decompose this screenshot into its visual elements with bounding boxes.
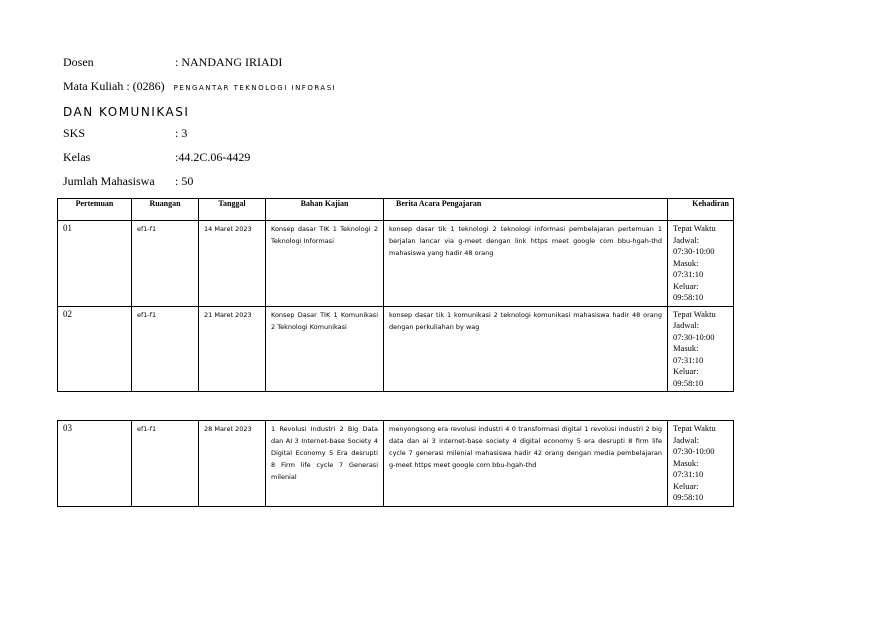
bahan-kajian-cell: Konsep dasar TIK 1 Teknologi 2 Teknologi Informasi [266, 221, 384, 307]
kehadiran-masuk-label: Masuk: [673, 257, 699, 268]
kehadiran-status: Tepat Waktu [673, 308, 716, 319]
mata-kuliah-row [63, 79, 336, 94]
kehadiran-jadwal-label: Jadwal: [673, 234, 699, 245]
kehadiran-jadwal-label: Jadwal: [673, 434, 699, 445]
bahan-kajian-cell: Konsep Dasar TIK 1 Komunikasi 2 Teknologi Komunikasi [266, 306, 384, 392]
ruangan-cell: ef1-f1 [132, 306, 199, 392]
sks-label: SKS [63, 126, 86, 140]
kehadiran-keluar-label: Keluar: [673, 366, 699, 376]
jumlah-mahasiswa-label: Jumlah Mahasiswa [63, 174, 155, 188]
kehadiran-keluar-value: 09:58:10 [673, 292, 704, 302]
bahan-kajian-cell: 1 Revolusi Industri 2 Big Data dan AI 3 Internet-base Society 4 Digital Economy 5 Era desrupti 8 Firm life cycle 7 Generasi milenial [266, 421, 384, 507]
kehadiran-masuk-value: 07:31:10 [673, 354, 704, 365]
pertemuan-cell: 03 [58, 421, 132, 507]
kehadiran-keluar-label: Keluar: [673, 480, 699, 491]
table-header-row [58, 199, 734, 221]
kehadiran-keluar-value: 09:58:10 [673, 377, 704, 388]
attendance-table-2 [57, 420, 734, 507]
kelas-value: :44.2C.06-4429 [175, 150, 251, 164]
kehadiran-status: Tepat Waktu [673, 223, 716, 233]
kehadiran-keluar-label: Keluar: [673, 280, 699, 291]
attendance-table-1 [57, 198, 734, 392]
dosen-value: : NANDANG IRIADI [175, 55, 283, 69]
kehadiran-keluar-value: 09:58:10 [673, 492, 704, 502]
ruangan-cell: ef1-f1 [132, 221, 199, 307]
tanggal-cell: 28 Maret 2023 [199, 421, 266, 507]
kehadiran-jadwal-value: 07:30-10:00 [673, 246, 715, 256]
pertemuan-cell: 01 [58, 221, 132, 307]
kehadiran-masuk-value: 07:31:10 [673, 269, 704, 279]
table-row [58, 306, 734, 392]
col-kehadiran: Kehadiran [668, 199, 734, 221]
col-bahan-kajian: Bahan Kajian [266, 199, 384, 221]
mata-kuliah-value-line2: DAN KOMUNIKASI [63, 105, 190, 119]
jumlah-mahasiswa-value: : 50 [175, 174, 194, 188]
table-row [58, 421, 734, 507]
kehadiran-status: Tepat Waktu [673, 423, 716, 433]
kehadiran-masuk-label: Masuk: [673, 457, 699, 468]
ruangan-cell: ef1-f1 [132, 421, 199, 507]
tanggal-cell: 14 Maret 2023 [199, 221, 266, 307]
table-row [58, 221, 734, 307]
col-berita-acara: Berita Acara Pengajaran [384, 199, 668, 221]
berita-acara-cell: konsep dasar tik 1 komunikasi 2 teknologi komunikasi mahasiswa hadir 48 orang dengan perkuliahan by wag [384, 306, 668, 392]
kehadiran-jadwal-value: 07:30-10:00 [673, 331, 715, 342]
kelas-label: Kelas [63, 150, 91, 164]
pertemuan-cell: 02 [58, 306, 132, 392]
kehadiran-jadwal-value: 07:30-10:00 [673, 446, 715, 456]
mata-kuliah-label: Mata Kuliah : (0286) [63, 79, 165, 93]
mata-kuliah-value-line1: PENGANTAR TEKNOLOGI INFORASI [173, 84, 337, 92]
kehadiran-cell [668, 221, 734, 307]
dosen-label: Dosen [63, 55, 94, 69]
kehadiran-masuk-value: 07:31:10 [673, 469, 704, 479]
kehadiran-cell [668, 421, 734, 507]
kehadiran-cell [668, 306, 734, 392]
col-ruangan: Ruangan [132, 199, 199, 221]
berita-acara-cell: menyongsong era revolusi industri 4 0 transformasi digital 1 revolusi industri 2 big data dan ai 3 internet-base society 4 digital economy 5 era desrupti 8 firm life cycle 7 generasi milenial mahasiswa hadir 42 orang dengan media pembelajaran g-meet https meet google com bbu-hgah-thd [384, 421, 668, 507]
kehadiran-jadwal-label: Jadwal: [673, 320, 699, 330]
berita-acara-cell: konsep dasar tik 1 teknologi 2 teknologi informasi pembelajaran pertemuan 1 berjalan lancar via g-meet dengan link https meet google com bbu-hgah-thd mahasiswa yang hadir 48 orang [384, 221, 668, 307]
kehadiran-masuk-label: Masuk: [673, 343, 699, 353]
sks-value: : 3 [175, 126, 188, 140]
col-pertemuan: Pertemuan [58, 199, 132, 221]
col-tanggal: Tanggal [199, 199, 266, 221]
tanggal-cell: 21 Maret 2023 [199, 306, 266, 392]
